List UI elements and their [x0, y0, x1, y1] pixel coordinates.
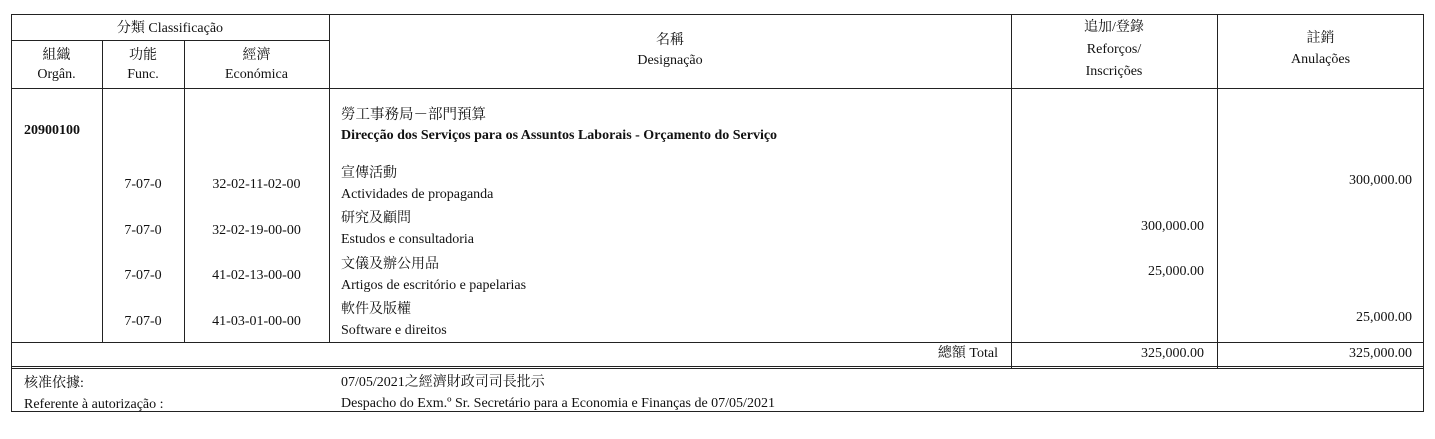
- row-desc-pt: Software e direitos: [341, 323, 447, 338]
- total-cancel: 325,000.00: [1349, 346, 1412, 361]
- rule-under-classification: [11, 40, 329, 41]
- header-reinforce-zh: 追加/登錄: [1084, 20, 1144, 35]
- row-reinforce: 300,000.00: [1141, 219, 1204, 234]
- row-cancel: 25,000.00: [1356, 310, 1412, 325]
- entity-name-pt: Direcção dos Serviços para os Assuntos Laborais - Orçamento do Serviço: [341, 128, 778, 143]
- row-econ: 41-03-01-00-00: [212, 314, 301, 329]
- header-organ-zh: 組織: [42, 48, 71, 63]
- header-designation-pt: Designação: [637, 53, 703, 68]
- auth-label-pt: Referente à autorização :: [24, 397, 164, 412]
- auth-label-zh: 核准依據:: [24, 376, 84, 391]
- header-econ-zh: 經濟: [242, 48, 271, 63]
- row-func: 7-07-0: [124, 177, 162, 192]
- row-desc-zh: 軟件及版權: [341, 302, 411, 317]
- dispatch-zh: 07/05/2021之經濟財政司司長批示: [341, 375, 545, 390]
- header-designation-zh: 名稱: [656, 33, 684, 48]
- row-econ: 32-02-11-02-00: [212, 177, 301, 192]
- rule-below-total: [11, 366, 1424, 367]
- row-func: 7-07-0: [124, 314, 162, 329]
- row-func: 7-07-0: [124, 268, 162, 283]
- row-desc-zh: 宣傳活動: [341, 166, 397, 181]
- dispatch-pt: Despacho do Exm.º Sr. Secretário para a Economia e Finanças de 07/05/2021: [341, 396, 775, 411]
- rule-above-total: [11, 342, 1424, 343]
- total-reinforce: 325,000.00: [1141, 346, 1204, 361]
- row-desc-zh: 文儀及辦公用品: [341, 257, 439, 272]
- row-desc-pt: Actividades de propaganda: [341, 187, 494, 202]
- entity-name-zh: 勞工事務局－部門預算: [341, 107, 486, 123]
- header-reinforce-pt2: Inscrições: [1085, 64, 1143, 79]
- header-organ-pt: Orgân.: [37, 67, 76, 82]
- row-func: 7-07-0: [124, 223, 162, 238]
- rule-under-header: [11, 88, 1424, 89]
- row-desc-zh: 研究及顧問: [341, 211, 411, 226]
- row-reinforce: 25,000.00: [1148, 264, 1204, 279]
- row-econ: 41-02-13-00-00: [212, 268, 301, 283]
- rule-double-total: [11, 368, 1424, 369]
- entity-code: 20900100: [24, 123, 80, 138]
- header-econ-pt: Económica: [225, 67, 288, 82]
- header-func-zh: 功能: [129, 48, 157, 63]
- header-func-pt: Func.: [127, 67, 159, 82]
- row-desc-pt: Estudos e consultadoria: [341, 232, 474, 247]
- row-cancel: 300,000.00: [1349, 173, 1412, 188]
- row-econ: 32-02-19-00-00: [212, 223, 301, 238]
- header-classification: 分類 Classificação: [116, 21, 224, 36]
- header-reinforce-pt1: Reforços/: [1086, 42, 1142, 57]
- header-cancel-pt: Anulações: [1290, 52, 1351, 67]
- total-label: 總額 Total: [937, 346, 998, 361]
- row-desc-pt: Artigos de escritório e papelarias: [341, 278, 527, 293]
- header-cancel-zh: 註銷: [1306, 31, 1335, 46]
